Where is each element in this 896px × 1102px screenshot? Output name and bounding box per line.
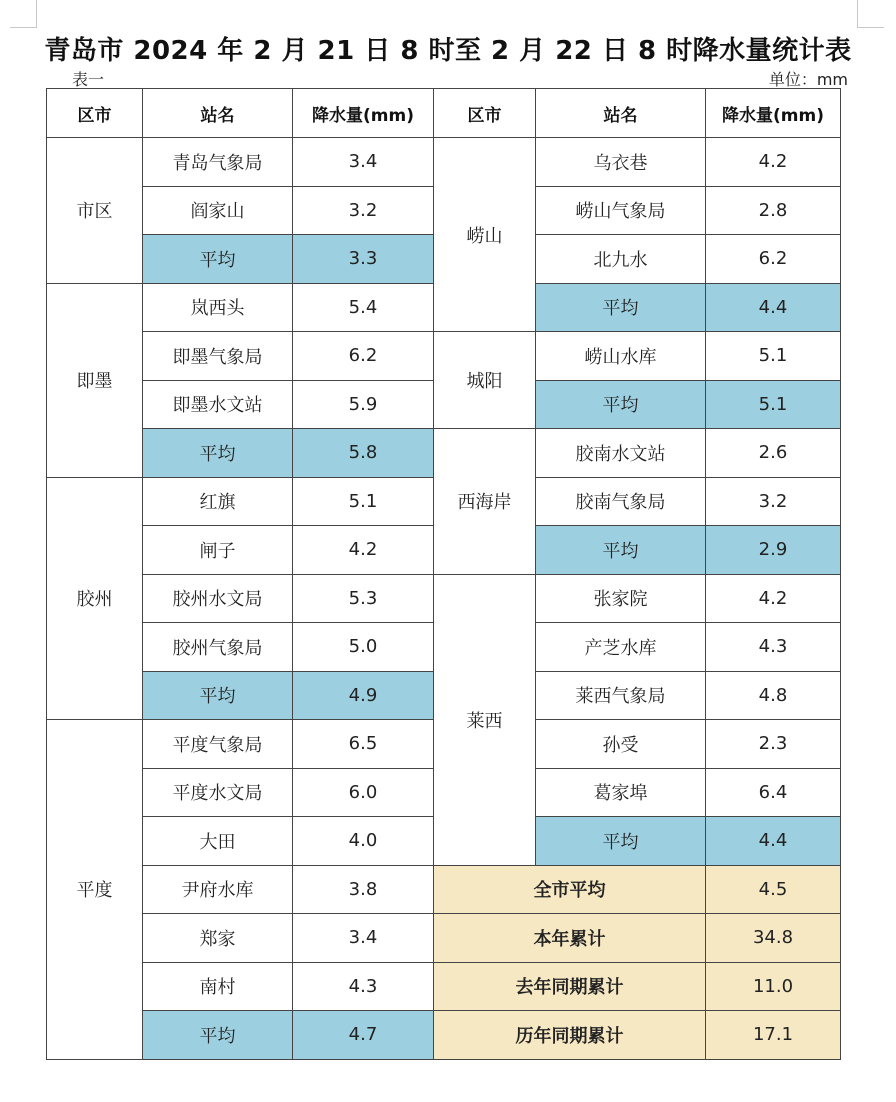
average-value-cell: 3.3 — [293, 235, 434, 284]
summary-label-cell: 去年同期累计 — [434, 962, 706, 1011]
summary-label-cell: 历年同期累计 — [434, 1011, 706, 1060]
summary-value-cell: 11.0 — [706, 962, 841, 1011]
table-row — [47, 138, 841, 187]
station-name-cell: 即墨水文站 — [143, 380, 293, 429]
table-label: 表一 — [72, 70, 105, 89]
station-name-cell: 胶南水文站 — [536, 429, 706, 478]
summary-label-cell: 本年累计 — [434, 914, 706, 963]
station-name-cell: 闸子 — [143, 526, 293, 575]
station-name-cell: 崂山水库 — [536, 332, 706, 381]
precipitation-value-cell: 6.4 — [706, 768, 841, 817]
crop-mark-vertical-left — [36, 0, 37, 28]
station-name-cell: 南村 — [143, 962, 293, 1011]
table-row — [47, 914, 841, 963]
precipitation-value-cell: 5.9 — [293, 380, 434, 429]
table-row — [47, 962, 841, 1011]
summary-value-cell: 4.5 — [706, 865, 841, 914]
summary-value-cell: 34.8 — [706, 914, 841, 963]
crop-mark-horizontal-left — [10, 27, 37, 28]
district-cell: 城阳 — [434, 332, 536, 429]
precipitation-value-cell: 4.2 — [706, 574, 841, 623]
precipitation-value-cell: 5.1 — [706, 332, 841, 381]
precipitation-value-cell: 2.3 — [706, 720, 841, 769]
station-name-cell: 尹府水库 — [143, 865, 293, 914]
precipitation-value-cell: 5.0 — [293, 623, 434, 672]
precipitation-value-cell: 6.0 — [293, 768, 434, 817]
station-name-cell: 红旗 — [143, 477, 293, 526]
station-name-cell: 岚西头 — [143, 283, 293, 332]
table-row — [47, 574, 841, 623]
station-name-cell: 即墨气象局 — [143, 332, 293, 381]
precipitation-value-cell: 3.2 — [706, 477, 841, 526]
station-name-cell: 葛家埠 — [536, 768, 706, 817]
average-value-cell: 5.1 — [706, 380, 841, 429]
average-value-cell: 4.4 — [706, 283, 841, 332]
precipitation-value-cell: 4.3 — [293, 962, 434, 1011]
precipitation-value-cell: 2.8 — [706, 186, 841, 235]
average-label-cell: 平均 — [536, 526, 706, 575]
precipitation-value-cell: 6.2 — [293, 332, 434, 381]
average-label-cell: 平均 — [536, 283, 706, 332]
precipitation-value-cell: 3.8 — [293, 865, 434, 914]
precipitation-value-cell: 6.2 — [706, 235, 841, 284]
station-name-cell: 平度气象局 — [143, 720, 293, 769]
average-label-cell: 平均 — [536, 817, 706, 866]
precipitation-value-cell: 3.4 — [293, 138, 434, 187]
average-value-cell: 4.7 — [293, 1011, 434, 1060]
precipitation-value-cell: 5.4 — [293, 283, 434, 332]
table-row — [47, 865, 841, 914]
average-value-cell: 4.4 — [706, 817, 841, 866]
precipitation-value-cell: 5.1 — [293, 477, 434, 526]
station-name-cell: 平度水文局 — [143, 768, 293, 817]
district-cell: 崂山 — [434, 138, 536, 332]
header-district: 区市 — [47, 89, 143, 138]
station-name-cell: 张家院 — [536, 574, 706, 623]
table-row — [47, 429, 841, 478]
precipitation-value-cell: 3.2 — [293, 186, 434, 235]
station-name-cell: 莱西气象局 — [536, 671, 706, 720]
precipitation-value-cell: 3.4 — [293, 914, 434, 963]
header-district-right: 区市 — [434, 89, 536, 138]
precipitation-value-cell: 2.6 — [706, 429, 841, 478]
average-label-cell: 平均 — [143, 235, 293, 284]
station-name-cell: 胶州水文局 — [143, 574, 293, 623]
precipitation-value-cell: 6.5 — [293, 720, 434, 769]
station-name-cell: 崂山气象局 — [536, 186, 706, 235]
summary-value-cell: 17.1 — [706, 1011, 841, 1060]
station-name-cell: 胶州气象局 — [143, 623, 293, 672]
header-precipitation-right: 降水量(mm) — [706, 89, 841, 138]
station-name-cell: 大田 — [143, 817, 293, 866]
average-label-cell: 平均 — [536, 380, 706, 429]
precipitation-table — [46, 88, 841, 1060]
header-station-right: 站名 — [536, 89, 706, 138]
station-name-cell: 北九水 — [536, 235, 706, 284]
average-value-cell: 2.9 — [706, 526, 841, 575]
station-name-cell: 乌衣巷 — [536, 138, 706, 187]
station-name-cell: 阎家山 — [143, 186, 293, 235]
district-cell: 西海岸 — [434, 429, 536, 575]
summary-label-cell: 全市平均 — [434, 865, 706, 914]
header-precipitation: 降水量(mm) — [293, 89, 434, 138]
page-title: 青岛市 2024 年 2 月 21 日 8 时至 2 月 22 日 8 时降水量统计表 — [44, 36, 852, 66]
average-label-cell: 平均 — [143, 429, 293, 478]
average-value-cell: 5.8 — [293, 429, 434, 478]
district-cell: 胶州 — [47, 477, 143, 720]
crop-mark-horizontal-right — [857, 27, 884, 28]
station-name-cell: 孙受 — [536, 720, 706, 769]
precipitation-value-cell: 4.2 — [293, 526, 434, 575]
station-name-cell: 产芝水库 — [536, 623, 706, 672]
precipitation-value-cell: 4.2 — [706, 138, 841, 187]
district-cell: 莱西 — [434, 574, 536, 865]
district-cell: 平度 — [47, 720, 143, 1060]
table-row — [47, 1011, 841, 1060]
district-cell: 即墨 — [47, 283, 143, 477]
precipitation-value-cell: 5.3 — [293, 574, 434, 623]
unit-label: 单位：mm — [768, 70, 848, 89]
header-station: 站名 — [143, 89, 293, 138]
precipitation-value-cell: 4.3 — [706, 623, 841, 672]
station-name-cell: 郑家 — [143, 914, 293, 963]
precipitation-value-cell: 4.0 — [293, 817, 434, 866]
station-name-cell: 青岛气象局 — [143, 138, 293, 187]
district-cell: 市区 — [47, 138, 143, 284]
precipitation-value-cell: 4.8 — [706, 671, 841, 720]
table-row — [47, 332, 841, 381]
table-header-row — [47, 89, 841, 138]
station-name-cell: 胶南气象局 — [536, 477, 706, 526]
average-label-cell: 平均 — [143, 671, 293, 720]
average-label-cell: 平均 — [143, 1011, 293, 1060]
average-value-cell: 4.9 — [293, 671, 434, 720]
crop-mark-vertical-right — [857, 0, 858, 28]
